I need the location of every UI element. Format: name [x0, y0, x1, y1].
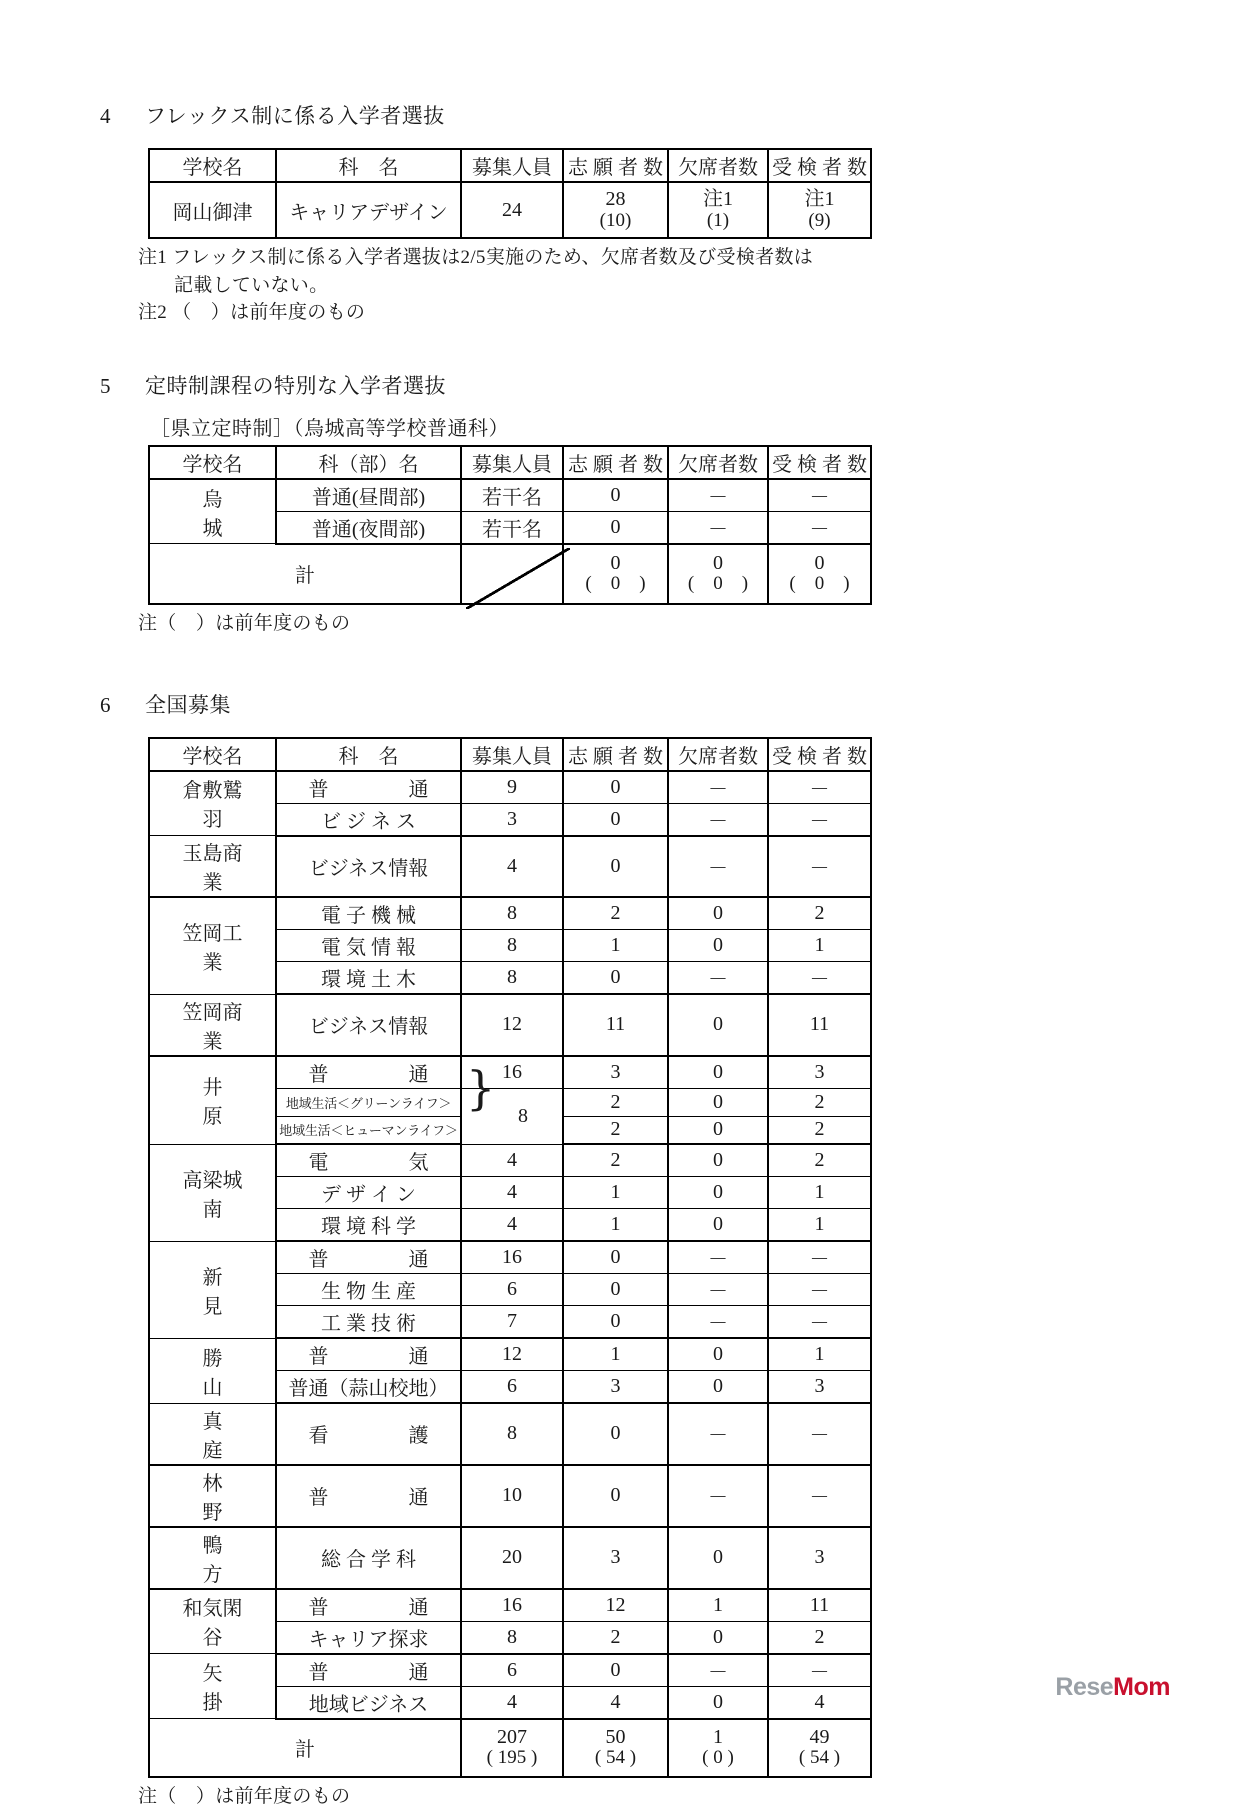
section-6-note: 注（ ）は前年度のもの — [138, 1785, 351, 1807]
watermark-first: Rese — [1055, 1673, 1114, 1701]
cell-dept: 生 物 生 産 — [276, 1274, 461, 1306]
cell-capacity: 16 — [461, 1056, 563, 1089]
total-absent-current: 1 — [713, 1725, 723, 1748]
section-5-title: 定時制課程の特別な入学者選抜 — [145, 373, 446, 398]
cell-examinees: 2 — [768, 1116, 871, 1144]
total-examinees-current: 0 — [814, 551, 825, 574]
cell-absent: 0 — [668, 1116, 768, 1144]
cell-absent-previous: (1) — [706, 209, 730, 231]
cell-examinees — [768, 182, 871, 238]
total-applicants — [563, 1719, 668, 1777]
section-5-number: 5 — [100, 373, 111, 398]
cell-capacity: 16 — [461, 1241, 563, 1274]
cell-applicants: 2 — [563, 1621, 668, 1654]
total-label: 計 — [149, 1719, 461, 1777]
section-5-note: 注（ ）は前年度のもの — [138, 612, 351, 634]
cell-examinees-previous: (9) — [808, 209, 831, 231]
cell-applicants: 0 — [563, 962, 668, 995]
table-total-row — [149, 544, 871, 604]
cell-capacity: 8 — [461, 930, 563, 962]
cell-absent: － — [668, 1654, 768, 1687]
cell-absent: 0 — [668, 930, 768, 962]
cell-school-label: 井 原 — [202, 1077, 263, 1129]
brace-icon: } — [466, 1060, 496, 1115]
col-capacity: 募集人員 — [461, 149, 563, 182]
cell-dept: 電 子 機 械 — [276, 897, 461, 930]
cell-applicants: 2 — [563, 1088, 668, 1116]
cell-applicants: 3 — [563, 1056, 668, 1089]
cell-school-label: 高梁城南 — [182, 1169, 243, 1221]
section-4-number: 4 — [100, 104, 111, 128]
cell-school — [149, 1056, 276, 1145]
col-dept: 科 名 — [276, 738, 461, 771]
total-examinees-previous: ( 54 ) — [798, 1747, 841, 1769]
total-absent — [668, 1719, 768, 1777]
table-row — [149, 1527, 871, 1589]
total-applicants-current: 50 — [605, 1725, 626, 1748]
cell-dept: 地域ビジネス — [276, 1686, 461, 1719]
table-row — [149, 1056, 871, 1089]
col-school: 学校名 — [149, 149, 276, 182]
cell-absent: － — [668, 1403, 768, 1465]
cell-examinees: － — [768, 511, 871, 544]
col-applicants: 志 願 者 数 — [563, 446, 668, 479]
note-text-1-cont: 記載していない。 — [174, 274, 329, 296]
cell-capacity: 8 — [461, 897, 563, 930]
cell-dept: 普 通 — [276, 1465, 461, 1527]
cell-school-label: 和気閑谷 — [182, 1598, 243, 1650]
cell-school — [149, 836, 276, 898]
cell-absent: 0 — [668, 1144, 768, 1177]
total-examinees-previous: ( 0 ) — [789, 573, 850, 595]
cell-examinees: － — [768, 1274, 871, 1306]
cell-capacity: 20 — [461, 1527, 563, 1589]
cell-absent: 0 — [668, 1056, 768, 1089]
cell-school — [149, 897, 276, 994]
col-school: 学校名 — [149, 738, 276, 771]
cell-dept: デ ザ イ ン — [276, 1177, 461, 1209]
cell-school-label: 勝 山 — [202, 1347, 263, 1399]
col-absent: 欠席者数 — [668, 738, 768, 771]
cell-examinees: － — [768, 962, 871, 995]
cell-dept: 地域生活＜グリーンライフ＞ — [276, 1088, 461, 1116]
cell-examinees: 3 — [768, 1371, 871, 1404]
total-applicants-previous: ( 54 ) — [594, 1747, 637, 1769]
col-examinees: 受 検 者 数 — [768, 149, 871, 182]
cell-examinees: － — [768, 803, 871, 836]
cell-applicants: 1 — [563, 1209, 668, 1242]
cell-school — [149, 994, 276, 1056]
cell-capacity: 8 — [461, 1621, 563, 1654]
cell-dept: 普 通 — [276, 1589, 461, 1622]
cell-applicants: 0 — [563, 1654, 668, 1687]
cell-dept: ビジネス情報 — [276, 994, 461, 1056]
table-total-row — [149, 1719, 871, 1777]
cell-examinees: 4 — [768, 1686, 871, 1719]
cell-applicants: 3 — [563, 1527, 668, 1589]
cell-applicants: 2 — [563, 1116, 668, 1144]
cell-capacity: 24 — [461, 182, 563, 238]
table-row — [149, 182, 871, 238]
cell-school — [149, 1338, 276, 1403]
cell-applicants: 0 — [563, 1274, 668, 1306]
cell-dept: 普通(昼間部) — [276, 479, 461, 512]
cell-applicants — [563, 182, 668, 238]
cell-dept: 普 通 — [276, 1056, 461, 1089]
cell-examinees: － — [768, 1241, 871, 1274]
cell-absent: 0 — [668, 1686, 768, 1719]
cell-applicants: 2 — [563, 897, 668, 930]
cell-school — [149, 1654, 276, 1719]
cell-applicants: 4 — [563, 1686, 668, 1719]
cell-absent: 0 — [668, 897, 768, 930]
cell-school-label: 鴨 方 — [202, 1534, 263, 1586]
cell-absent: － — [668, 479, 768, 512]
cell-school — [149, 1527, 276, 1589]
cell-applicants: 0 — [563, 511, 668, 544]
table-row — [149, 1465, 871, 1527]
cell-absent: 0 — [668, 1338, 768, 1371]
cell-examinees: 1 — [768, 1177, 871, 1209]
total-examinees — [768, 544, 871, 604]
total-absent — [668, 544, 768, 604]
cell-applicants: 11 — [563, 994, 668, 1056]
cell-applicants: 2 — [563, 1144, 668, 1177]
cell-applicants: 0 — [563, 1306, 668, 1339]
note-label-1: 注1 — [138, 247, 168, 268]
cell-capacity: 4 — [461, 836, 563, 898]
section-4-heading — [100, 100, 1150, 130]
cell-capacity: 8 — [518, 1104, 528, 1127]
cell-absent: 0 — [668, 1088, 768, 1116]
cell-examinees: 2 — [768, 897, 871, 930]
cell-examinees: 3 — [768, 1056, 871, 1089]
section-6-number: 6 — [100, 692, 111, 717]
cell-absent: 0 — [668, 1621, 768, 1654]
cell-school-label: 烏 城 — [202, 488, 263, 540]
table-header-row — [149, 149, 871, 182]
cell-examinees: 1 — [768, 930, 871, 962]
cell-applicants-previous: (10) — [599, 209, 632, 231]
table-row — [149, 1338, 871, 1371]
part-time-selection-table — [148, 445, 872, 605]
cell-capacity: 12 — [461, 994, 563, 1056]
cell-school-label: 真 庭 — [202, 1410, 263, 1462]
cell-school — [149, 1403, 276, 1465]
cell-absent — [668, 182, 768, 238]
cell-examinees: 2 — [768, 1088, 871, 1116]
cell-capacity: 7 — [461, 1306, 563, 1339]
cell-capacity: 6 — [461, 1654, 563, 1687]
table-header-row — [149, 738, 871, 771]
table-row — [149, 1144, 871, 1177]
cell-applicants: 1 — [563, 1177, 668, 1209]
cell-dept: キャリア探求 — [276, 1621, 461, 1654]
table-row — [149, 771, 871, 804]
total-examinees-current: 49 — [809, 1725, 830, 1748]
cell-dept: 地域生活＜ヒューマンライフ＞ — [276, 1116, 461, 1144]
cell-dept: 総 合 学 科 — [276, 1527, 461, 1589]
table-header-row — [149, 446, 871, 479]
cell-examinees: － — [768, 836, 871, 898]
cell-school-label: 玉島商業 — [182, 843, 243, 895]
cell-school — [149, 771, 276, 836]
cell-examinees: － — [768, 771, 871, 804]
resemom-watermark — [1055, 1673, 1170, 1702]
note-label-2: 注2 — [138, 302, 168, 324]
total-absent-previous: ( 0 ) — [702, 1747, 734, 1769]
cell-applicants: 1 — [563, 1338, 668, 1371]
cell-applicants: 0 — [563, 803, 668, 836]
col-examinees: 受 検 者 数 — [768, 446, 871, 479]
cell-school — [149, 1241, 276, 1338]
cell-school — [149, 479, 276, 544]
cell-examinees: － — [768, 1654, 871, 1687]
cell-examinees: 11 — [768, 1589, 871, 1622]
cell-school-label: 矢 掛 — [202, 1663, 263, 1715]
cell-examinees: － — [768, 1306, 871, 1339]
cell-capacity: 16 — [461, 1589, 563, 1622]
cell-applicants: 3 — [563, 1371, 668, 1404]
cell-school — [149, 1465, 276, 1527]
cell-applicants: 0 — [563, 479, 668, 512]
cell-applicants: 0 — [563, 1403, 668, 1465]
cell-dept: 普 通 — [276, 1338, 461, 1371]
cell-school: 岡山御津 — [149, 182, 276, 238]
total-label: 計 — [149, 544, 461, 604]
nationwide-recruitment-table — [148, 737, 872, 1778]
total-applicants — [563, 544, 668, 604]
cell-dept: 普通（蒜山校地） — [276, 1371, 461, 1404]
cell-school-label: 笠岡工業 — [182, 922, 243, 974]
cell-capacity: 12 — [461, 1338, 563, 1371]
cell-capacity: 8 — [461, 962, 563, 995]
cell-absent: 1 — [668, 1589, 768, 1622]
cell-applicants: 0 — [563, 1465, 668, 1527]
cell-capacity: 4 — [461, 1686, 563, 1719]
table-row — [149, 836, 871, 898]
cell-absent: － — [668, 771, 768, 804]
cell-absent: － — [668, 1274, 768, 1306]
cell-capacity: 10 — [461, 1465, 563, 1527]
watermark-second: Mom — [1113, 1673, 1170, 1701]
cell-capacity: 4 — [461, 1177, 563, 1209]
cell-examinees: 2 — [768, 1144, 871, 1177]
table-row — [149, 1654, 871, 1687]
section-4-note-2 — [138, 300, 1150, 326]
cell-dept: 普通(夜間部) — [276, 511, 461, 544]
cell-capacity: 若干名 — [461, 511, 563, 544]
table-row — [149, 1241, 871, 1274]
cell-absent: 0 — [668, 1527, 768, 1589]
flex-selection-table — [148, 148, 872, 239]
cell-dept: 電 気 — [276, 1144, 461, 1177]
cell-school — [149, 1144, 276, 1241]
table-row — [149, 479, 871, 512]
cell-capacity: 4 — [461, 1144, 563, 1177]
col-applicants: 志 願 者 数 — [563, 149, 668, 182]
total-applicants-current: 0 — [610, 551, 621, 574]
cell-absent: － — [668, 962, 768, 995]
col-capacity: 募集人員 — [461, 738, 563, 771]
cell-capacity: 3 — [461, 803, 563, 836]
cell-examinees: 1 — [768, 1209, 871, 1242]
cell-school-label: 林 野 — [202, 1472, 263, 1524]
section-4-note-1-cont — [174, 273, 1150, 299]
col-absent: 欠席者数 — [668, 446, 768, 479]
total-capacity-empty — [461, 544, 563, 604]
col-examinees: 受 検 者 数 — [768, 738, 871, 771]
col-applicants: 志 願 者 数 — [563, 738, 668, 771]
cell-school-label: 笠岡商業 — [182, 1001, 243, 1053]
cell-dept: ビ ジ ネ ス — [276, 803, 461, 836]
total-examinees — [768, 1719, 871, 1777]
cell-absent: 0 — [668, 994, 768, 1056]
total-capacity — [461, 1719, 563, 1777]
table-row — [149, 897, 871, 930]
col-dept: 科 名 — [276, 149, 461, 182]
col-capacity: 募集人員 — [461, 446, 563, 479]
total-absent-previous: ( 0 ) — [687, 573, 749, 595]
cell-absent: 0 — [668, 1209, 768, 1242]
cell-examinees: － — [768, 1465, 871, 1527]
cell-capacity: 若干名 — [461, 479, 563, 512]
cell-capacity: 4 — [461, 1209, 563, 1242]
cell-absent: 0 — [668, 1371, 768, 1404]
cell-applicants: 0 — [563, 771, 668, 804]
cell-capacity: 8 — [461, 1403, 563, 1465]
section-6-heading — [100, 689, 1150, 719]
cell-school-label: 新 見 — [202, 1266, 263, 1318]
cell-dept: 看 護 — [276, 1403, 461, 1465]
cell-examinees: 3 — [768, 1527, 871, 1589]
cell-absent: 0 — [668, 1177, 768, 1209]
total-absent-current: 0 — [713, 551, 723, 574]
cell-examinees: 1 — [768, 1338, 871, 1371]
table-row — [149, 1589, 871, 1622]
cell-capacity: 9 — [461, 771, 563, 804]
cell-absent: － — [668, 1465, 768, 1527]
cell-applicants: 1 — [563, 930, 668, 962]
cell-examinees: 2 — [768, 1621, 871, 1654]
total-capacity-current: 207 — [497, 1725, 527, 1748]
cell-absent: － — [668, 1306, 768, 1339]
cell-examinees: － — [768, 479, 871, 512]
cell-examinees: － — [768, 1403, 871, 1465]
cell-applicants: 12 — [563, 1589, 668, 1622]
cell-absent: － — [668, 1241, 768, 1274]
cell-dept: 普 通 — [276, 1654, 461, 1687]
cell-applicants: 0 — [563, 1241, 668, 1274]
section-5-subtitle: ［県立定時制］（烏城高等学校普通科） — [150, 417, 509, 440]
col-absent: 欠席者数 — [668, 149, 768, 182]
cell-examinees: 11 — [768, 994, 871, 1056]
total-applicants-previous: ( 0 ) — [585, 573, 646, 595]
section-5-heading — [100, 370, 1150, 400]
section-4-title: フレックス制に係る入学者選抜 — [145, 104, 445, 128]
note-text-1: フレックス制に係る入学者選抜は2/5実施のため、欠席者数及び受検者数は — [172, 247, 814, 268]
cell-capacity: 6 — [461, 1274, 563, 1306]
cell-absent: － — [668, 511, 768, 544]
section-4-note-1 — [138, 245, 1150, 271]
note-text-2: （ ）は前年度のもの — [172, 302, 366, 324]
section-6-title: 全国募集 — [145, 692, 231, 717]
total-capacity-previous: ( 195 ) — [486, 1747, 538, 1769]
cell-dept: ビジネス情報 — [276, 836, 461, 898]
table-row — [149, 994, 871, 1056]
cell-applicants: 0 — [563, 836, 668, 898]
cell-absent: － — [668, 803, 768, 836]
col-dept: 科（部）名 — [276, 446, 461, 479]
cell-dept: 環 境 科 学 — [276, 1209, 461, 1242]
cell-dept: 普 通 — [276, 771, 461, 804]
cell-absent: － — [668, 836, 768, 898]
cell-dept: 工 業 技 術 — [276, 1306, 461, 1339]
cell-capacity: 6 — [461, 1371, 563, 1404]
cell-school-label: 倉敷鷲羽 — [182, 780, 243, 832]
cell-absent-current: 注1 — [703, 187, 733, 210]
cell-dept: キャリアデザイン — [276, 182, 461, 238]
cell-dept: 普 通 — [276, 1241, 461, 1274]
cell-applicants-current: 28 — [605, 187, 626, 210]
table-row — [149, 1403, 871, 1465]
cell-examinees-current: 注1 — [804, 187, 835, 210]
cell-dept: 電 気 情 報 — [276, 930, 461, 962]
col-school: 学校名 — [149, 446, 276, 479]
cell-dept: 環 境 土 木 — [276, 962, 461, 995]
cell-school — [149, 1589, 276, 1654]
